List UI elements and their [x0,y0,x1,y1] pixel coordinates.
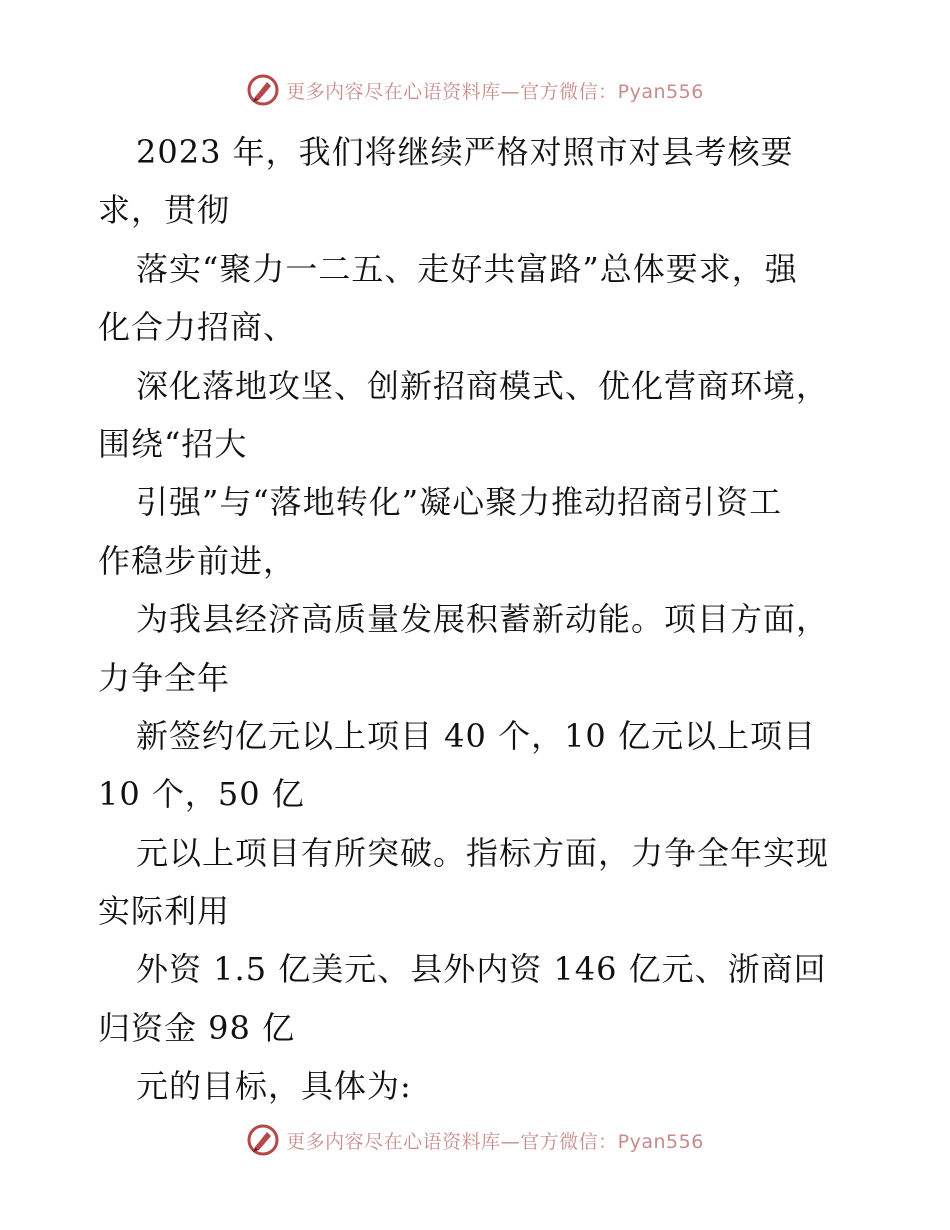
text-line: 新签约亿元以上项目 40 个，10 亿元以上项目 [136,716,816,755]
text-line: 围绕“招大 [98,424,248,463]
text-line: 为我县经济高质量发展积蓄新动能。项目方面， [136,600,830,639]
watermark-text: 更多内容尽在心语资料库—官方微信：Pyan556 [286,80,704,103]
text-line: 归资金 98 亿 [98,1008,296,1047]
text-line: 作稳步前进， [98,541,297,580]
text-line: 元以上项目有所突破。指标方面，力争全年实现 [136,833,830,872]
watermark-header [0,70,950,110]
text-line: 力争全年 [98,658,231,697]
text-line: 2023 年，我们将继续严格对照市对县考核要 [136,133,794,171]
text-line: 元的目标，具体为: [136,1067,412,1106]
text-line: 外资 1.5 亿美元、县外内资 146 亿元、浙商回 [136,950,827,989]
watermark-text: 更多内容尽在心语资料库—官方微信：Pyan556 [286,1130,704,1153]
text-line: 引强”与“落地转化”凝心聚力推动招商引资工 [136,483,783,522]
text-line: 10 个，50 亿 [98,775,305,814]
watermark-footer [0,1120,950,1160]
text-line: 落实“聚力一二五、走好共富路”总体要求，强 [136,249,798,288]
text-line: 求，贯彻 [98,191,231,230]
text-line: 深化落地攻坚、创新招商模式、优化营商环境， [136,366,830,405]
text-line: 实际利用 [98,892,231,931]
document-body [98,123,858,1116]
pen-circle-logo-icon [246,73,280,107]
text-line: 化合力招商、 [98,308,297,347]
pen-circle-logo-icon [246,1123,280,1157]
